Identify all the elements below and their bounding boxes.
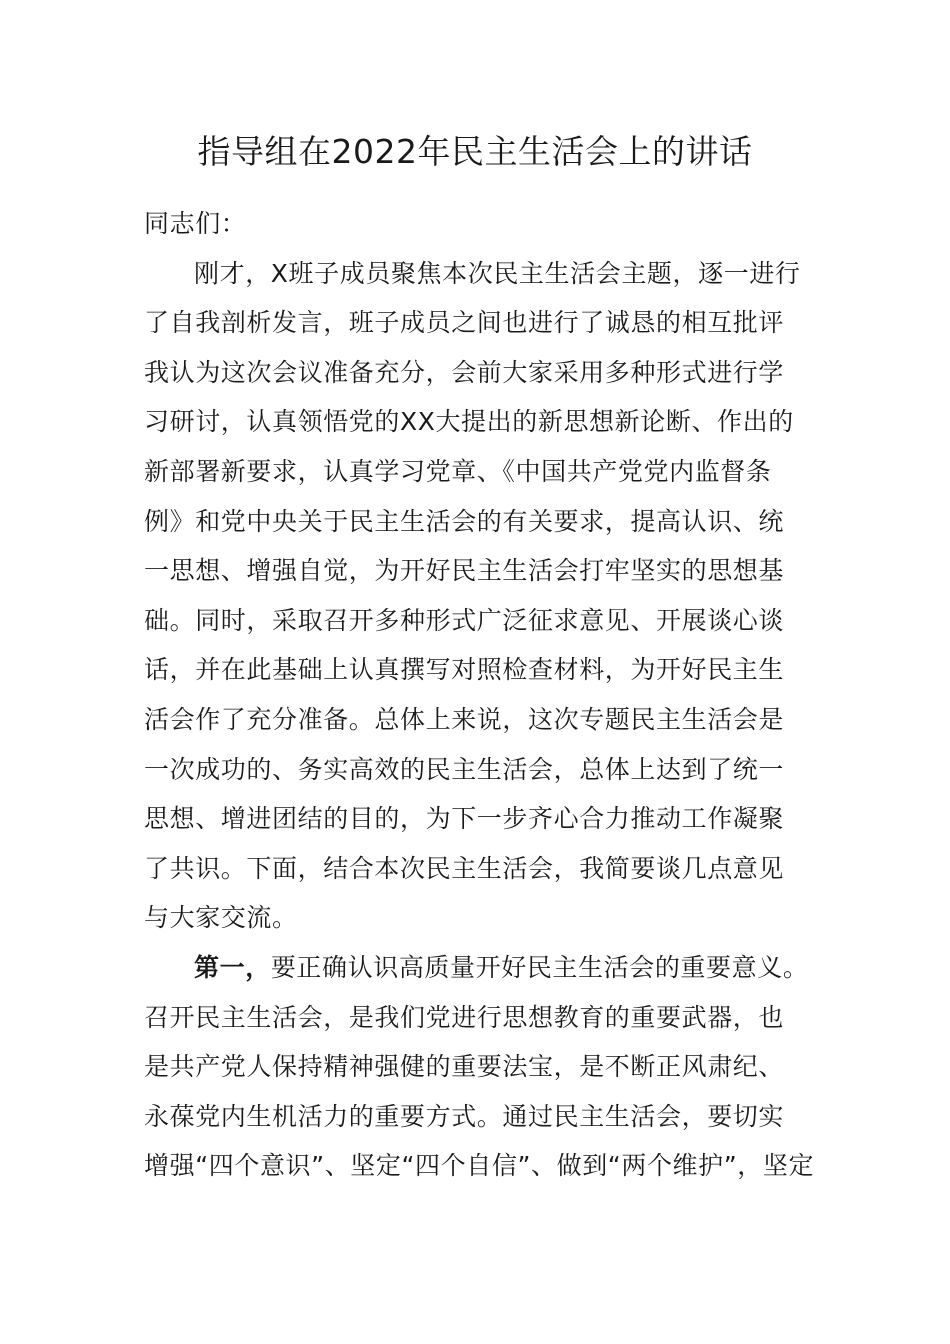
- section-heading-text: 要正确认识高质量开好民主生活会的重要意义。: [270, 952, 809, 982]
- paragraph-line: 刚才，X班子成员聚焦本次民主生活会主题，逐一进行: [194, 258, 801, 288]
- paragraph-line: 了共识。下面，结合本次民主生活会，我简要谈几点意见: [144, 853, 785, 883]
- paragraph-line: 召开民主生活会，是我们党进行思想教育的重要武器，也: [144, 1002, 785, 1032]
- paragraph-line: 一次成功的、务实高效的民主生活会，总体上达到了统一: [144, 754, 785, 784]
- paragraph-line: 增强“四个意识”、坚定“四个自信”、做到“两个维护”，坚定: [144, 1151, 815, 1181]
- document-body: [144, 199, 844, 1191]
- paragraph-line: 习研讨，认真领悟党的XX大提出的新思想新论断、作出的: [144, 407, 794, 437]
- section-heading-line: [144, 943, 844, 993]
- paragraph-line: 一思想、增强自觉，为开好民主生活会打牢坚实的思想基: [144, 556, 785, 586]
- greeting: 同志们：: [144, 209, 247, 238]
- section-number: 第一，: [194, 952, 271, 982]
- paragraph-line: 活会作了充分准备。总体上来说，这次专题民主生活会是: [144, 704, 785, 734]
- paragraph-line: 我认为这次会议准备充分，会前大家采用多种形式进行学: [144, 357, 785, 387]
- paragraph-line: 话，并在此基础上认真撰写对照检查材料，为开好民主生: [144, 655, 785, 685]
- paragraph-line: 新部署新要求，认真学习党章、《中国共产党党内监督条: [144, 456, 772, 486]
- paragraph-line: 础。同时，采取召开多种形式广泛征求意见、开展谈心谈: [144, 605, 785, 635]
- paragraph-line: 永葆党内生机活力的重要方式。通过民主生活会，要切实: [144, 1101, 785, 1131]
- paragraph-line: 例》和党中央关于民主生活会的有关要求，提高认识、统: [144, 506, 785, 536]
- paragraph-line: 思想、增进团结的目的，为下一步齐心合力推动工作凝聚: [144, 804, 785, 834]
- paragraph-line: 是共产党人保持精神强健的重要法宝，是不断正风肃纪、: [144, 1052, 785, 1082]
- document-title: 指导组在2022年民主生活会上的讲话: [197, 132, 753, 171]
- paragraph-line: 与大家交流。: [144, 903, 298, 933]
- paragraph-line: 了自我剖析发言，班子成员之间也进行了诚恳的相互批评: [144, 308, 785, 338]
